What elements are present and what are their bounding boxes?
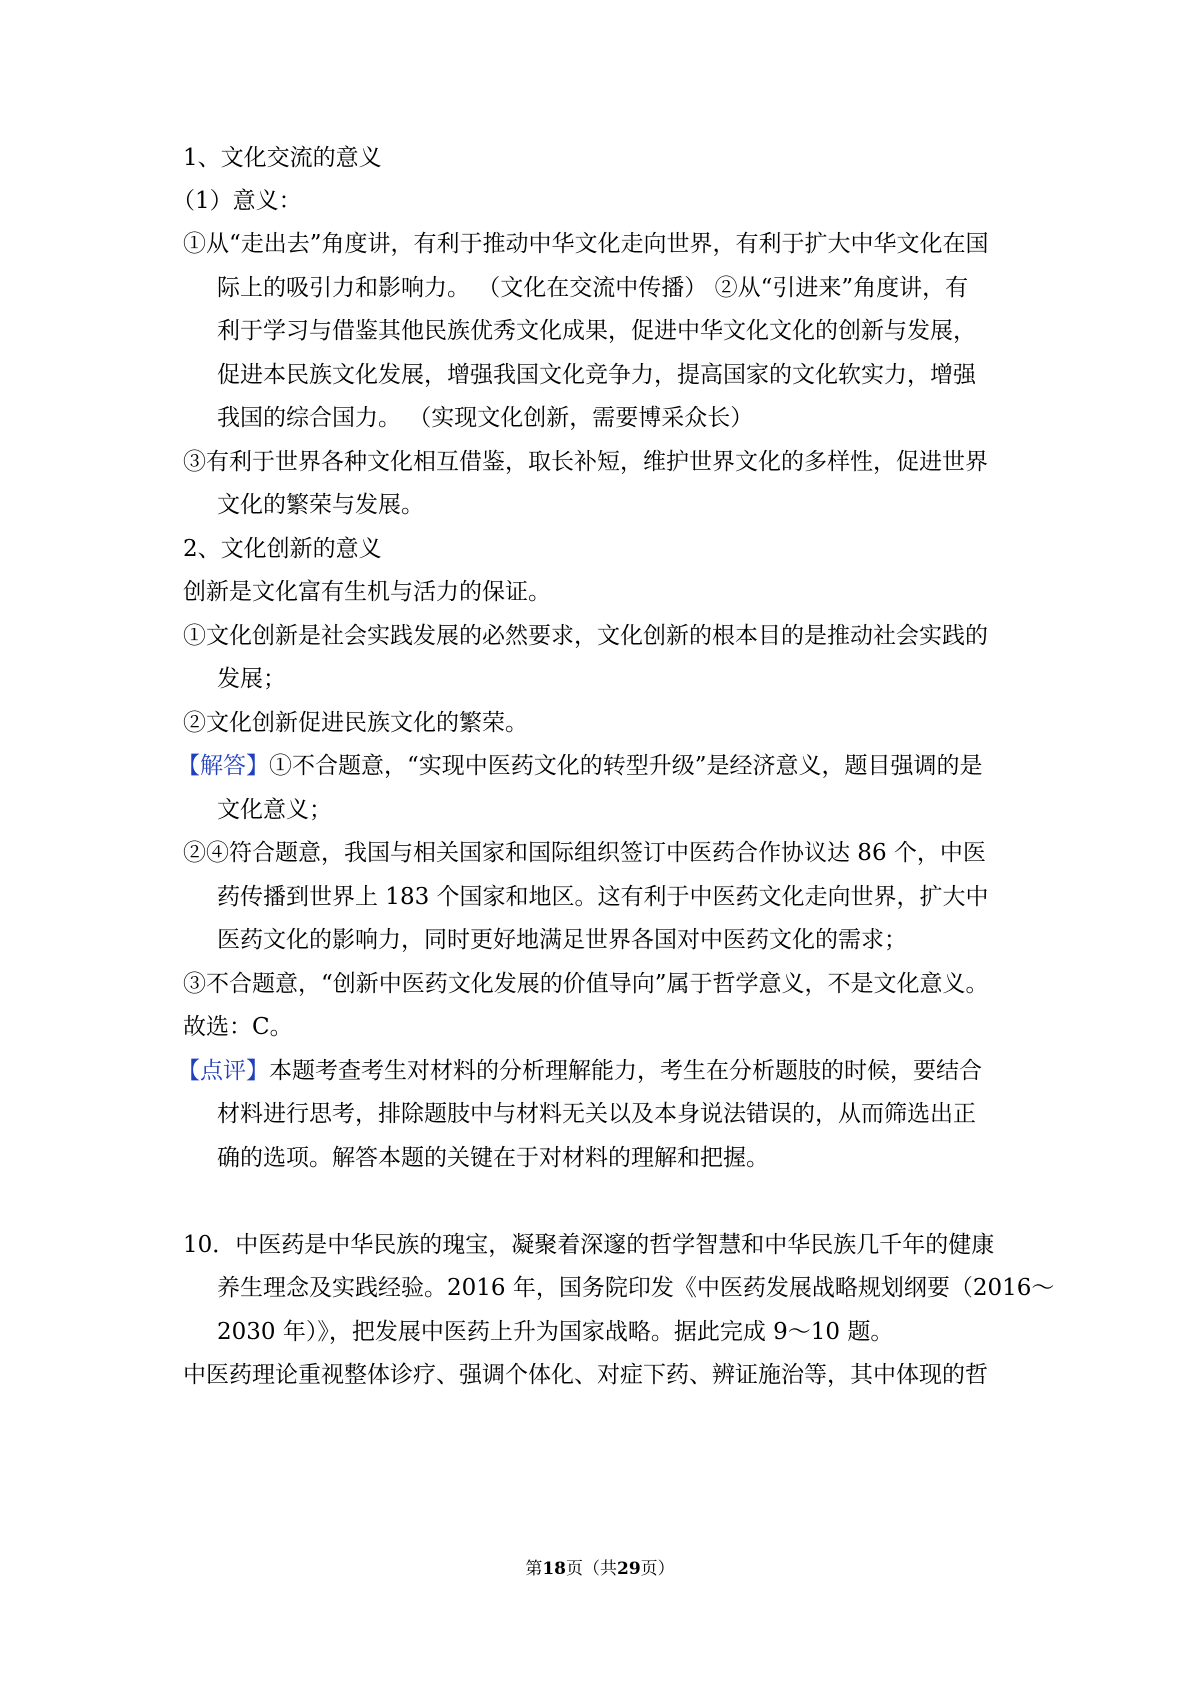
answer-choice: 故选：C。: [183, 1014, 293, 1040]
question-line: 10．中医药是中华民族的瑰宝，凝聚着深邃的哲学智慧和中华民族几千年的健康: [183, 1232, 995, 1258]
page-footer: [0, 1557, 1200, 1581]
footer-suffix: 页）: [640, 1559, 675, 1579]
answer-line: [177, 751, 983, 781]
text-line: 际上的吸引力和影响力。 （文化在交流中传播） ②从“引进来”角度讲，有: [217, 275, 969, 301]
text-line: ①从“走出去”角度讲，有利于推动中华文化走向世界，有利于扩大中华文化在国: [183, 231, 989, 257]
section-heading: 2、文化创新的意义: [183, 536, 382, 562]
text-line: 材料进行思考，排除题肢中与材料无关以及本身说法错误的，从而筛选出正: [217, 1101, 976, 1127]
text-line: 我国的综合国力。 （实现文化创新，需要博采众长）: [217, 405, 754, 431]
text-line: 文化的繁荣与发展。: [217, 492, 424, 518]
text-line: ③不合题意，“创新中医药文化发展的价值导向”属于哲学意义，不是文化意义。: [183, 971, 989, 997]
text-line: 促进本民族文化发展，增强我国文化竞争力，提高国家的文化软实力，增强: [217, 362, 976, 388]
text-line: 药传播到世界上 183 个国家和地区。这有利于中医药文化走向世界，扩大中: [217, 884, 989, 910]
text-line: ③有利于世界各种文化相互借鉴，取长补短，维护世界文化的多样性，促进世界: [183, 449, 988, 475]
comment-text: 本题考查考生对材料的分析理解能力，考生在分析题肢的时候，要结合: [269, 1058, 982, 1084]
footer-prefix: 第: [525, 1559, 543, 1579]
text-line: 中医药理论重视整体诊疗、强调个体化、对症下药、辨证施治等，其中体现的哲: [183, 1362, 988, 1388]
text-line: ②④符合题意，我国与相关国家和国际组织签订中医药合作协议达 86 个，中医: [183, 840, 986, 866]
total-pages: 29: [617, 1559, 641, 1579]
text-line: 利于学习与借鉴其他民族优秀文化成果，促进中华文化文化的创新与发展，: [217, 318, 976, 344]
text-line: 2030 年）》，把发展中医药上升为国家战略。据此完成 9～10 题。: [217, 1319, 894, 1345]
text-line: 确的选项。解答本题的关键在于对材料的理解和把握。: [217, 1145, 769, 1171]
text-line: 养生理念及实践经验。2016 年，国务院印发《中医药发展战略规划纲要（2016～: [217, 1275, 1055, 1301]
comment-tag: 【点评】: [177, 1058, 269, 1084]
answer-text: ①不合题意，“实现中医药文化的转型升级”是经济意义，题目强调的是: [269, 753, 983, 779]
comment-line: [177, 1056, 982, 1086]
subheading: （1）意义：: [172, 188, 302, 214]
answer-tag: 【解答】: [177, 753, 269, 779]
text-line: 发展；: [217, 666, 286, 692]
section-heading: 1、文化交流的意义: [183, 145, 382, 171]
text-line: ②文化创新促进民族文化的繁荣。: [183, 710, 528, 736]
text-line: 文化意义；: [217, 797, 332, 823]
text-line: 医药文化的影响力，同时更好地满足世界各国对中医药文化的需求；: [217, 927, 907, 953]
footer-middle: 页（共: [566, 1559, 617, 1579]
text-line: 创新是文化富有生机与活力的保证。: [183, 579, 551, 605]
text-line: ①文化创新是社会实践发展的必然要求，文化创新的根本目的是推动社会实践的: [183, 623, 988, 649]
page-number: 18: [542, 1559, 566, 1579]
